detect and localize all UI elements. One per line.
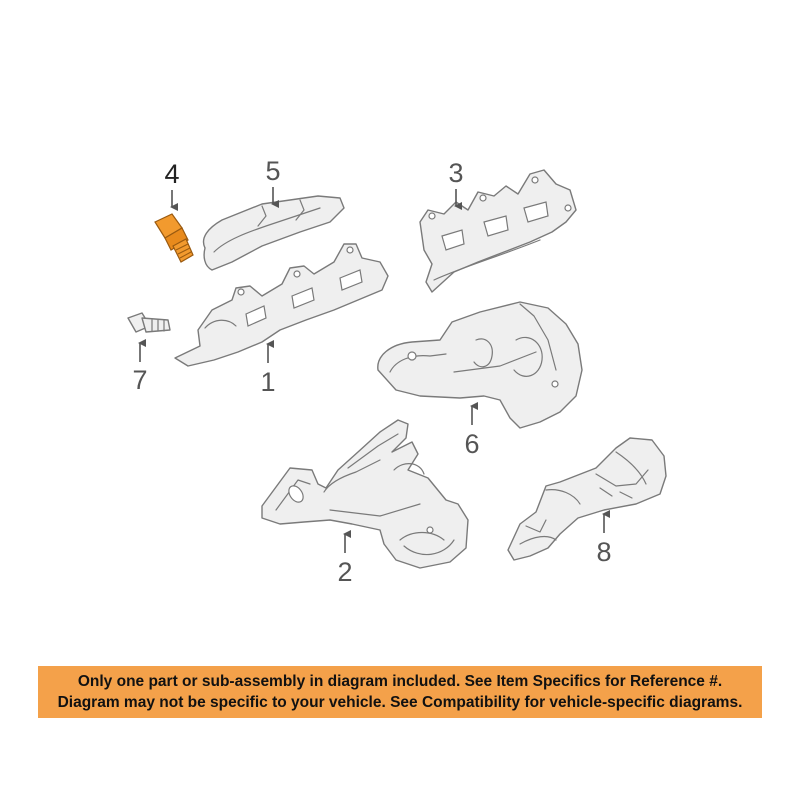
callout-7: 7: [132, 365, 148, 395]
disclaimer-banner: [38, 666, 762, 718]
disclaimer-line-2: Diagram may not be specific to your vehicle. See Compatibility for vehicle-specific diagrams.: [57, 694, 743, 711]
callout-8: 8: [596, 537, 612, 567]
callout-2: 2: [337, 557, 353, 587]
disclaimer-line-1: Only one part or sub-assembly in diagram included. See Item Specifics for Reference #.: [77, 673, 723, 690]
callout-6: 6: [464, 429, 480, 459]
part-4-stud-bolt: [155, 214, 193, 262]
callout-5: 5: [265, 156, 281, 186]
callout-4: 4: [164, 159, 180, 189]
part-6-heat-shield: [378, 302, 582, 428]
part-5-heat-shield: [204, 196, 344, 270]
part-3-manifold-gasket: [420, 170, 576, 292]
part-7-bolt: [128, 313, 170, 332]
callout-3: 3: [448, 158, 464, 188]
part-2-exhaust-manifold: [262, 420, 468, 568]
part-8-exhaust-pipe: [508, 438, 666, 560]
callout-1: 1: [260, 367, 276, 397]
